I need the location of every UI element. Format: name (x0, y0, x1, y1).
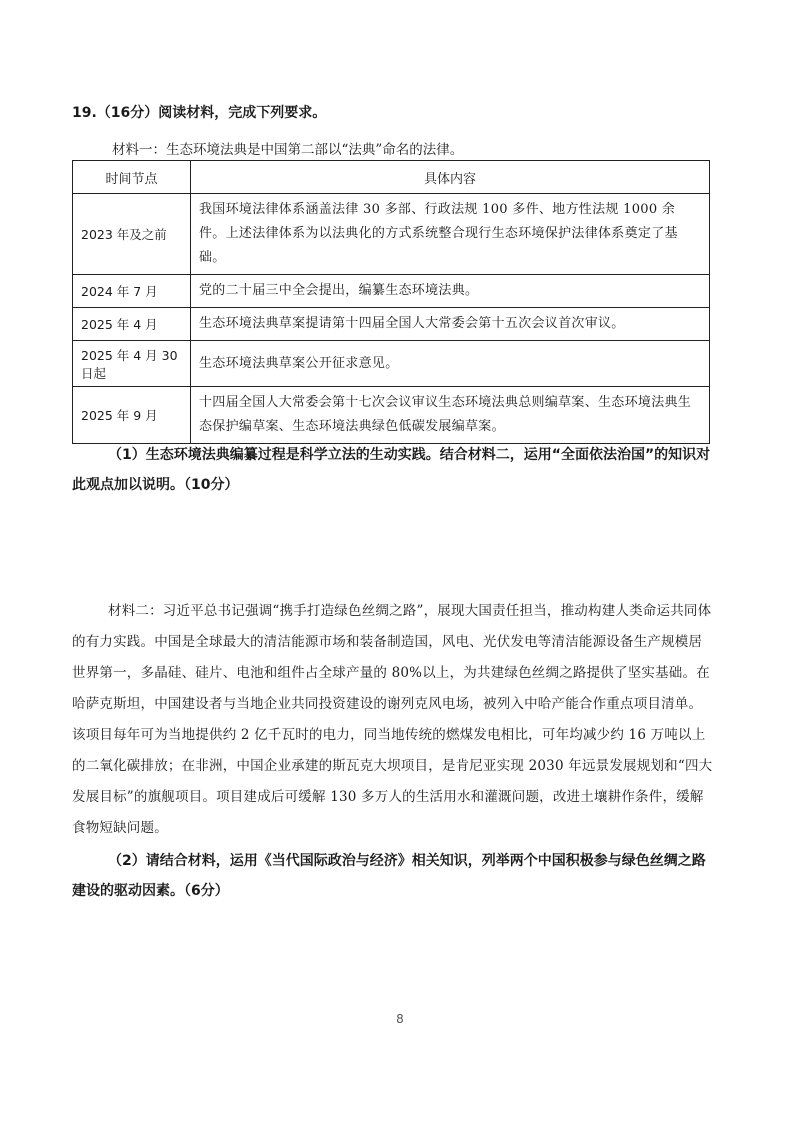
material2-text: 材料二：习近平总书记强调“携手打造绿色丝绸之路”，展现大国责任担当，推动构建人类命运共同体的有力实践。中国是全球最大的清洁能源市场和装备制造国，风电、光伏发电等清洁能源设备生产规模居世界第一，多晶硅、硅片、电池和组件占全球产量的 80%以上，为共建绿色丝绸之路提供了坚实基础。在哈萨克斯坦，中国建设者与当地企业共同投资建设的谢列克风电场，被列入中哈产能合作重点项目清单。该项目每年可为当地提供约 2 亿千瓦时的电力，同当地传统的燃煤发电相比，可年均减少约 16 万吨以上的二氧化碳排放；在非洲，中国企业承建的斯瓦克大坝项目，是肯尼亚实现 2030 年远景发展规划和“四大发展目标”的旗舰项目。项目建成后可缓解 130 多万人的生活用水和灌溉问题，改进土壤耕作条件，缓解食物短缺问题。 (72, 603, 713, 836)
table-row (73, 194, 710, 275)
header-content: 具体内容 (191, 161, 710, 194)
question-title: 19.（16分）阅读材料，完成下列要求。 (72, 105, 327, 121)
sub-question-2: （2）请结合材料，运用《当代国际政治与经济》相关知识，列举两个中国积极参与绿色丝绸之路建设的驱动因素。（6分） (72, 853, 706, 899)
row-date: 2023 年及之前 (73, 194, 191, 275)
row-content: 十四届全国人大常委会第十七次会议审议生态环境法典总则编草案、生态环境法典生态保护编草案、生态环境法典绿色低碳发展编草案。 (191, 387, 710, 444)
timeline-table (72, 160, 710, 444)
row-content: 党的二十届三中全会提出，编纂生态环境法典。 (191, 275, 710, 308)
row-content: 我国环境法律体系涵盖法律 30 多部、行政法规 100 多件、地方性法规 1000 余件。上述法律体系为以法典化的方式系统整合现行生态环境保护法律体系奠定了基础。 (191, 194, 710, 275)
row-content: 生态环境法典草案提请第十四届全国人大常委会第十五次会议首次审议。 (191, 308, 710, 341)
page-number: 8 (396, 1012, 404, 1026)
material1-intro: 材料一：生态环境法典是中国第二部以“法典”命名的法律。 (112, 142, 464, 158)
table-row (73, 308, 710, 341)
table-row (73, 275, 710, 308)
row-date: 2025 年 4 月 (73, 308, 191, 341)
row-date: 2025 年 9 月 (73, 387, 191, 444)
sub-question-1: （1）生态环境法典编纂过程是科学立法的生动实践。结合材料二，运用“全面依法治国”的知识对此观点加以说明。（10分） (72, 447, 711, 493)
table-row (73, 341, 710, 387)
row-date: 2025 年 4 月 30 日起 (73, 341, 191, 387)
row-date: 2024 年 7 月 (73, 275, 191, 308)
table-header-row (73, 161, 710, 194)
header-date: 时间节点 (73, 161, 191, 194)
row-content: 生态环境法典草案公开征求意见。 (191, 341, 710, 387)
table-row (73, 387, 710, 444)
